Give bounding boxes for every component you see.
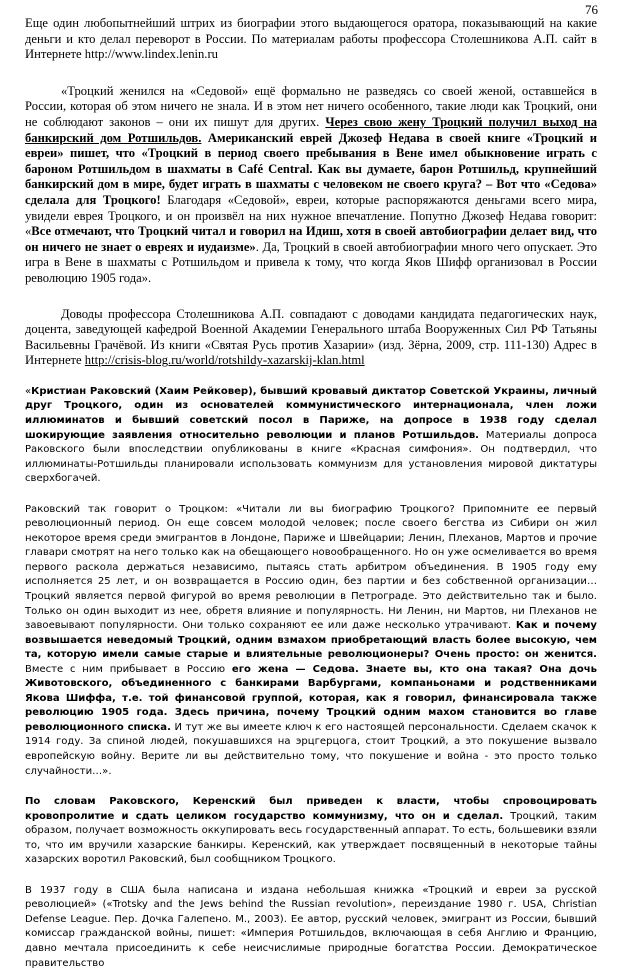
bold-text-run: Кристиан Раковский (Хаим Рейковер), бывший кровавый диктатор Советской Украины, личный друг Троцкого, один из основателей коммунистического интернационала, член ложи иллюминатов и бывший советский посол в Париже, на допросе в 1938 году сделал шокирующие заявления относительно революции и планов Ротшильдов. [25,385,597,441]
text-run: « [25,385,32,397]
bold-text-run: Американский еврей Джозеф Недава в своей книге «Троцкий и евреи» пишет, что «Троцкий в период своего пребывания в Вене имел обыкновение играть с бароном Ротшильдом в шахматы в Café Central. Как вы думаете, барон Ротшильд, крупнейший банкирский дом в мире, будет играть в шахматы с человеком не своего круга? – Вот что «Седова» сделала для Троцкого! [25,130,597,207]
paragraph-rakovsky-intro [25,385,597,487]
paragraph-kerensky [25,795,597,868]
paragraph-rakovsky-quote [25,503,597,779]
paragraph-intro [25,16,597,63]
text-run: Материалы допроса Раковского были впоследствии опубликованы в книге «Красная симфония». Он подтвердил, что иллюминаты-Ротшильды планировали использовать коммунизм для установления мировой диктатуры сверхбогачей. [25,429,597,485]
paragraph-1937-book [25,884,597,971]
url-link[interactable]: http://crisis-blog.ru/world/rotshildy-xazarskij-klan.html [84,353,365,368]
text-run: Вместе с ним прибывает в Россию [25,663,232,675]
document-body [25,16,597,971]
text-run: . Да, Троцкий в своей автобиографии много чего опускает. Это игра в Вене в шахматы с Ротшильдом и привела к тому, что когда Яков Шифф организовал в России революцию 1905 года». [25,239,597,285]
bold-text-run: По словам Раковского, Керенский был приведен к власти, чтобы спровоцировать кровопролитие и сдать целиком государство коммунизму, что он и сделал. [25,796,597,822]
text-run: Еще один любопытнейший штрих из биографии этого выдающегося оратора, показывающий на какие деньги и кто делал переворот в России. По материалам работы профессора Столешникова А.П. сайт в Интернете http://www.lindex.lenin.ru [25,16,597,62]
text-run: В 1937 году в США была написана и издана небольшая книжка «Троцкий и евреи за русской революцией» («Trotsky and the Jews behind the Russian revolution», переиздание 1980 г. USA, Christian Defense League. Пер. Дочка Галепено. М., 2003). Ее автор, русский человек, эмигрант из России, бывший комиссар гражданской войны, пишет: «Империя Ротшильдов, включающая в себя Англию и Францию, давно мечтала присоединить к себе неисчислимые природные богатства России. Демократическое правительство [25,884,597,969]
text-run: «Троцкий женился на «Седовой» ещё формально не разведясь со своей женой, оставшейся в России, которая об этом ничего не знала. И в этом нет ничего особенного, такие люди как Троцкий, они не соблюдают законов – они их пишут для других. [25,83,597,129]
paragraph-stoleshnikov-gracheva [25,307,597,369]
text-run: Раковский так говорит о Троцком: «Читали ли вы биографию Троцкого? Припомните ее первый революционный период. Он еще совсем молодой человек; после своего бегства из Сибири он жил некоторое время среди эмигрантов в Лондоне, Париже и Швейцарии; Ленин, Плеханов, Мартов и прочие главари смотрят на него только как на обещающего новообращенного. Но он уже осмеливается во время первого раскола держаться независимо, пытаясь стать арбитром объединения. В 1905 году ему исполняется 25 лет, и он возвращается в Россию один, без партии и без собственной организации… Троцкий является первой фигурой во время революции в Петрограде. Это действительно так и было. Только он один выходит из нее, обретя влияние и популярность. Ни Ленин, ни Мартов, ни Плеханов не завоевывают популярности. Они только сохраняют ее или даже несколько утрачивают. [25,503,597,632]
text-run: Троцкий, таким образом, получает возможность оккупировать весь государственный аппарат. То есть, большевики взяли то, что им вручили хазарские банкиры. Керенский, как утверждает посвященный в некоторые тайны хазарских воротил Раковский, был сообщником Троцкого. [25,810,597,866]
bold-text-run: Как и почему возвышается неведомый Троцкий, одним взмахом приобретающий власть более высокую, чем та, которую имели самые старые и влиятельные революционеры? Очень просто: он женится. [25,620,597,661]
paragraph-trotsky-marriage [25,84,597,287]
bold-text-run: его жена — Седова. Знаете вы, кто она такая? Она дочь Животовского, объединенного с банкирами Варбургами, компаньонами и родственниками Якова Шиффа, т.е. той финансовой группой, которая, как я говорил, финансировала также революцию 1905 года. Здесь причина, почему Троцкий одним махом становится во главе революционного списка. [25,663,597,733]
page-number: 76 [585,2,598,17]
bold-text-run: Все отмечают, что Троцкий читал и говорил на Идиш, хотя в своей автобиографии делает вид, что он ничего не знает о евреях и иудаизме» [25,224,597,254]
text-run: Доводы профессора Столешникова А.П. совпадают с доводами кандидата педагогических наук, доцента, заведующей кафедрой Военной Академии Генерального штаба Вооруженных Сил РФ Татьяны Васильевны Грачёвой. Из книги «Святая Русь против Хазарии» (изд. Зёрна, 2009, стр. 111-130) Адрес в Интернете [25,306,597,368]
text-run: Благодаря «Седовой», евреи, которые распоряжаются деньгами всего мира, увидели еврея Троцкого, и он произвёл на них нужное впечатление. Попутно Джозеф Недава говорит: « [25,192,597,239]
text-run: И тут же вы имеете ключ к его настоящей персональности. Сделаем скачок к 1914 году. За спиной людей, покушавшихся на эрцгерцога, стоит Троцкий, а это покушение вызвало европейскую войну. Верите ли вы действительно тому, что покушение и война - это просто только случайности…». [25,721,597,777]
bold-text-run: Через свою жену Троцкий получил выход на банкирский дом Ротшильдов. [25,114,597,145]
